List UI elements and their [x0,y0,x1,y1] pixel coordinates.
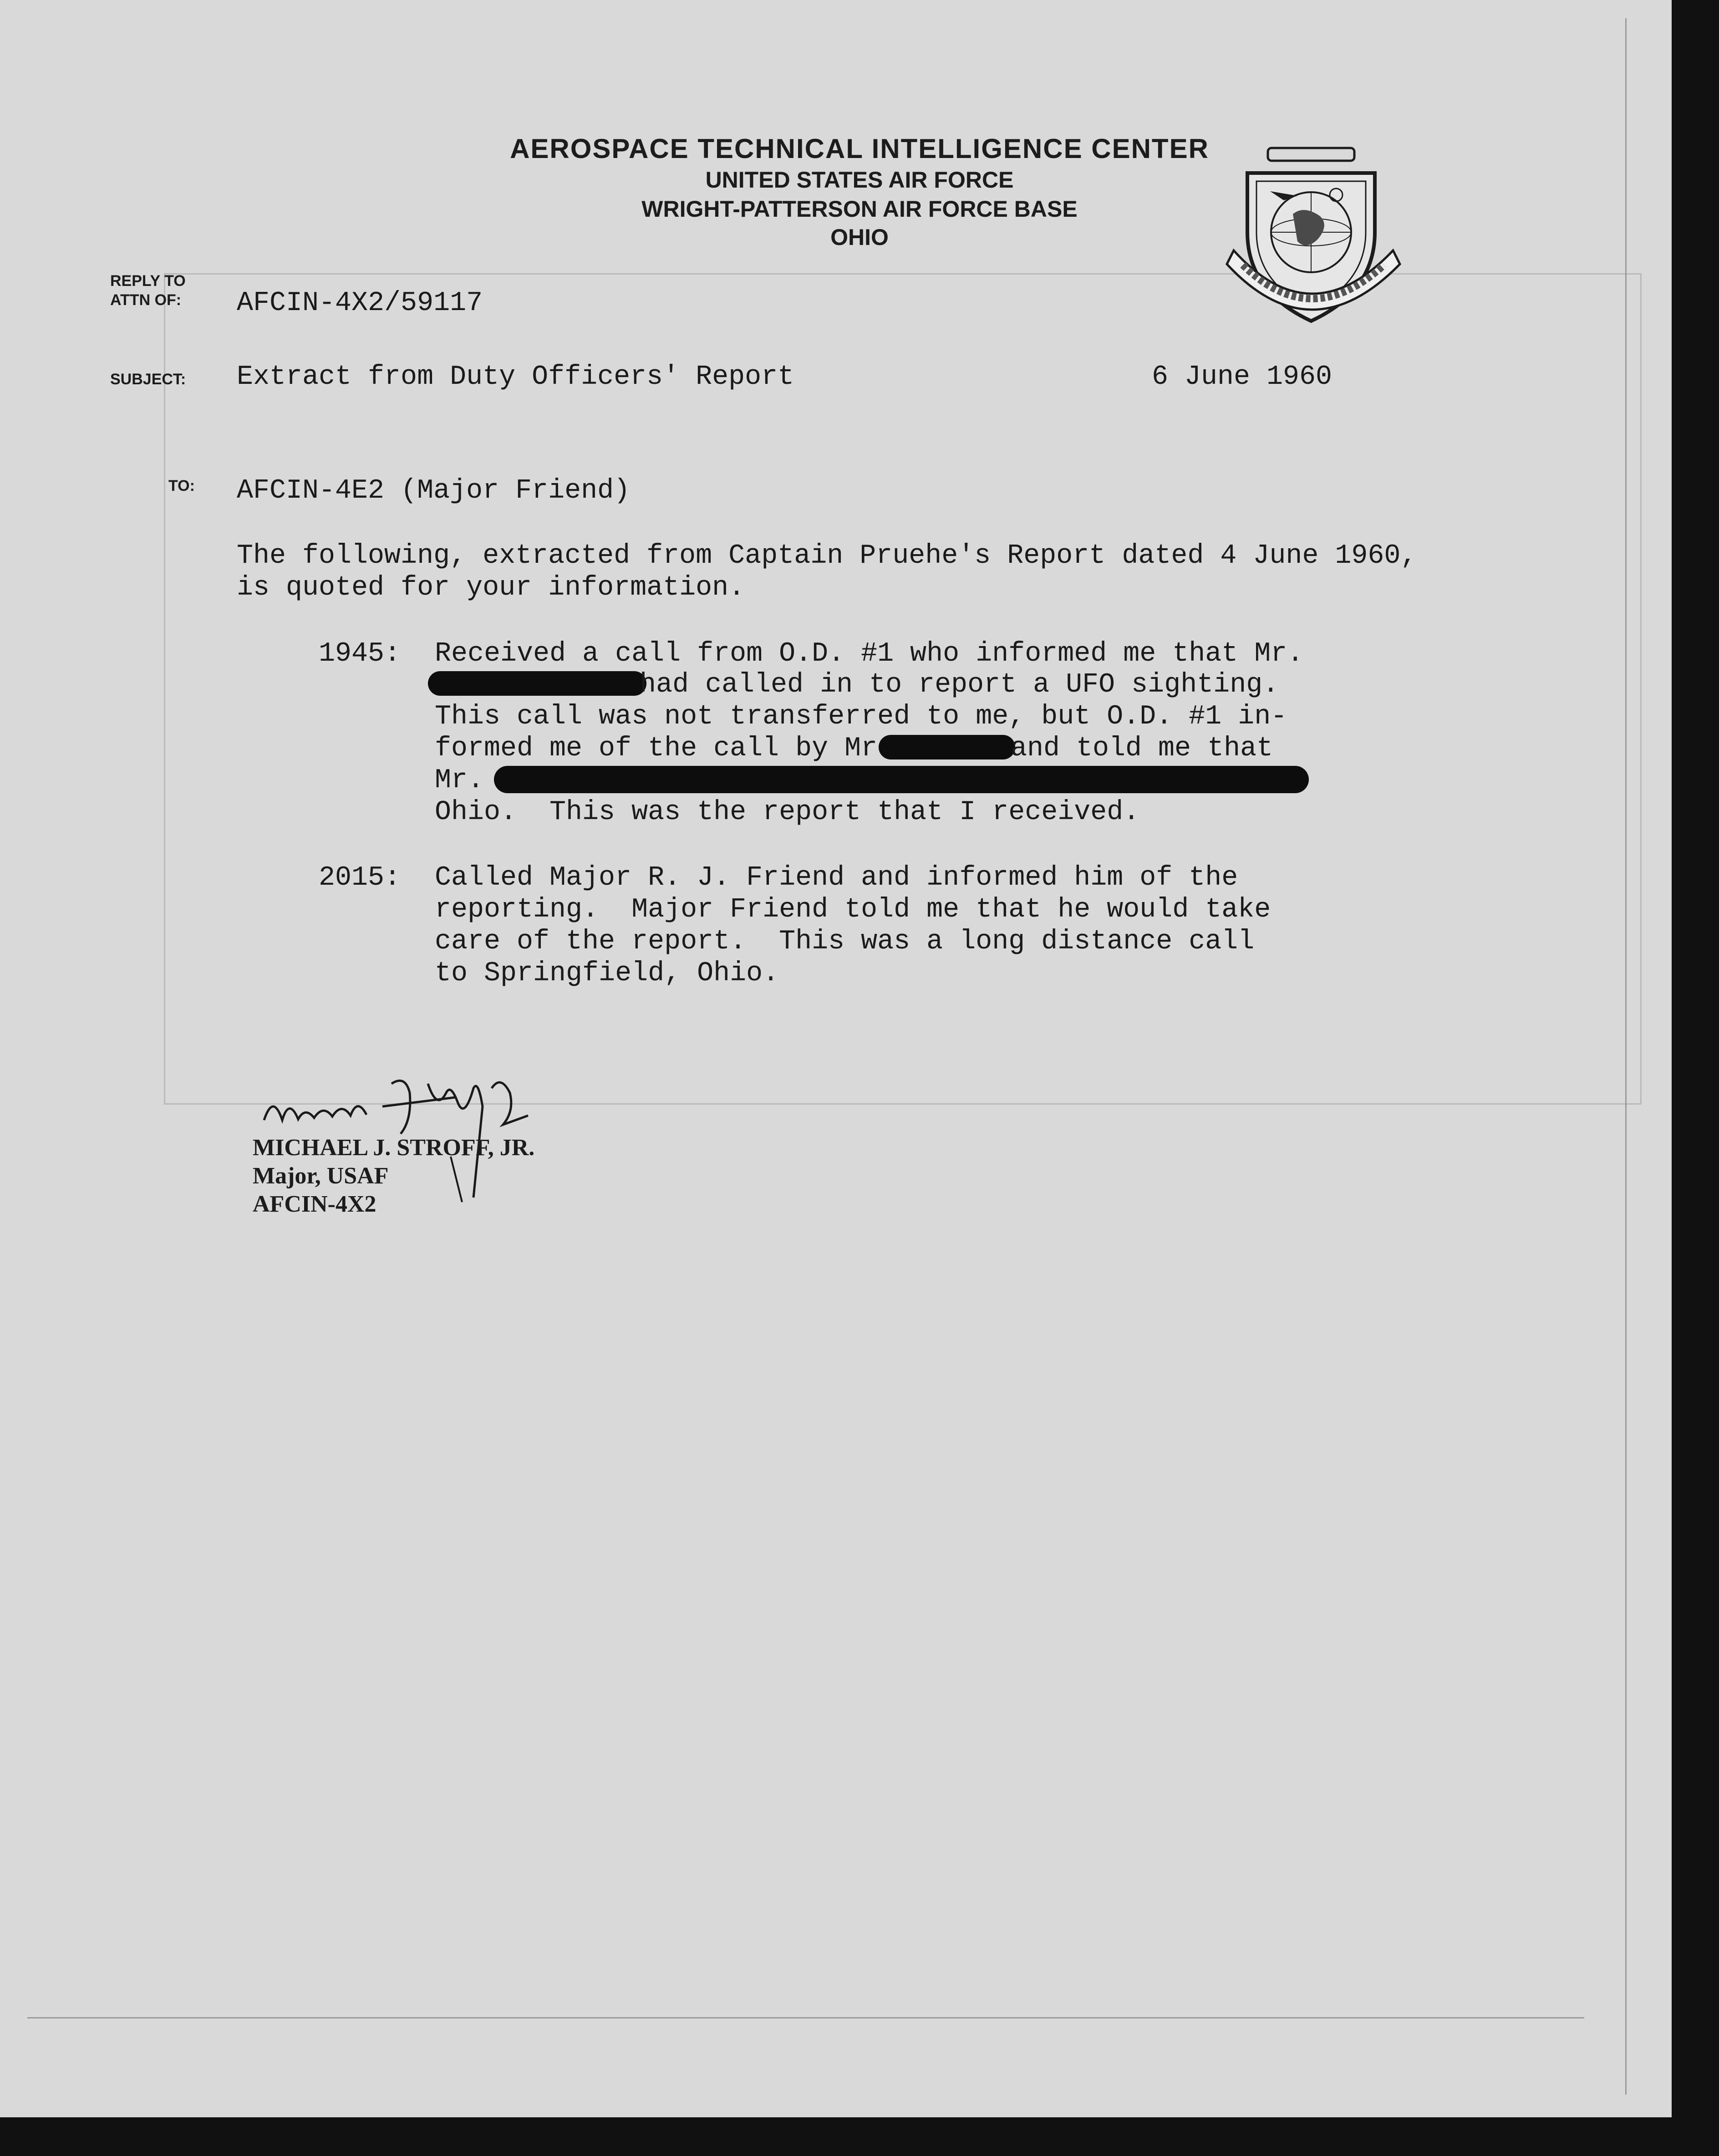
entry-line: This call was not transferred to me, but O.D. #1 in- [435,701,1287,732]
signer-name: MICHAEL J. STROFF, JR. [253,1135,535,1161]
to-value: AFCIN-4E2 (Major Friend) [237,475,631,506]
letterhead-title: AEROSPACE TECHNICAL INTELLIGENCE CENTER [510,133,1209,164]
subject-label: SUBJECT: [110,371,186,388]
letterhead-service: UNITED STATES AIR FORCE [705,167,1014,193]
scan-border [1672,0,1719,2156]
to-label: TO: [168,477,195,494]
scan-border [0,2117,1719,2156]
entry-line: care of the report. This was a long distance call [435,926,1255,957]
intro-line: The following, extracted from Captain Pruehe's Report dated 4 June 1960, [237,540,1417,571]
redaction-bar [428,671,646,696]
seal-icon [1225,146,1407,328]
entry-time: 1945: [319,638,401,669]
entry-line: Mr. [435,765,484,796]
reply-to-label: REPLY TO ATTN OF: [110,272,186,309]
entry-line: reporting. Major Friend told me that he would take [435,894,1271,925]
intro-line: is quoted for your information. [237,572,745,603]
page-edge-line [27,2017,1584,2018]
entry-time: 2015: [319,862,401,893]
entry-line: and told me that [1011,733,1273,764]
redaction-bar [879,735,1015,759]
entry-line: had called in to report a UFO sighting. [640,669,1279,700]
entry-line: Called Major R. J. Friend and informed him of the [435,862,1238,893]
entry-line: Received a call from O.D. #1 who informed me that Mr. [435,638,1304,669]
entry-line: formed me of the call by Mr [435,733,878,764]
page-edge-line [1625,18,1627,2095]
signer-office: AFCIN-4X2 [253,1191,376,1217]
entry-line: to Springfield, Ohio. [435,958,779,989]
reply-to-value: AFCIN-4X2/59117 [237,288,483,319]
signer-rank: Major, USAF [253,1163,389,1189]
redaction-bar [494,766,1309,793]
document-date: 6 June 1960 [1152,362,1332,392]
letterhead-base: WRIGHT-PATTERSON AIR FORCE BASE [641,196,1078,222]
signature-block [253,1134,534,1218]
subject-value: Extract from Duty Officers' Report [237,362,794,392]
letterhead-state: OHIO [830,224,889,250]
entry-line: Ohio. This was the report that I received. [435,797,1140,828]
